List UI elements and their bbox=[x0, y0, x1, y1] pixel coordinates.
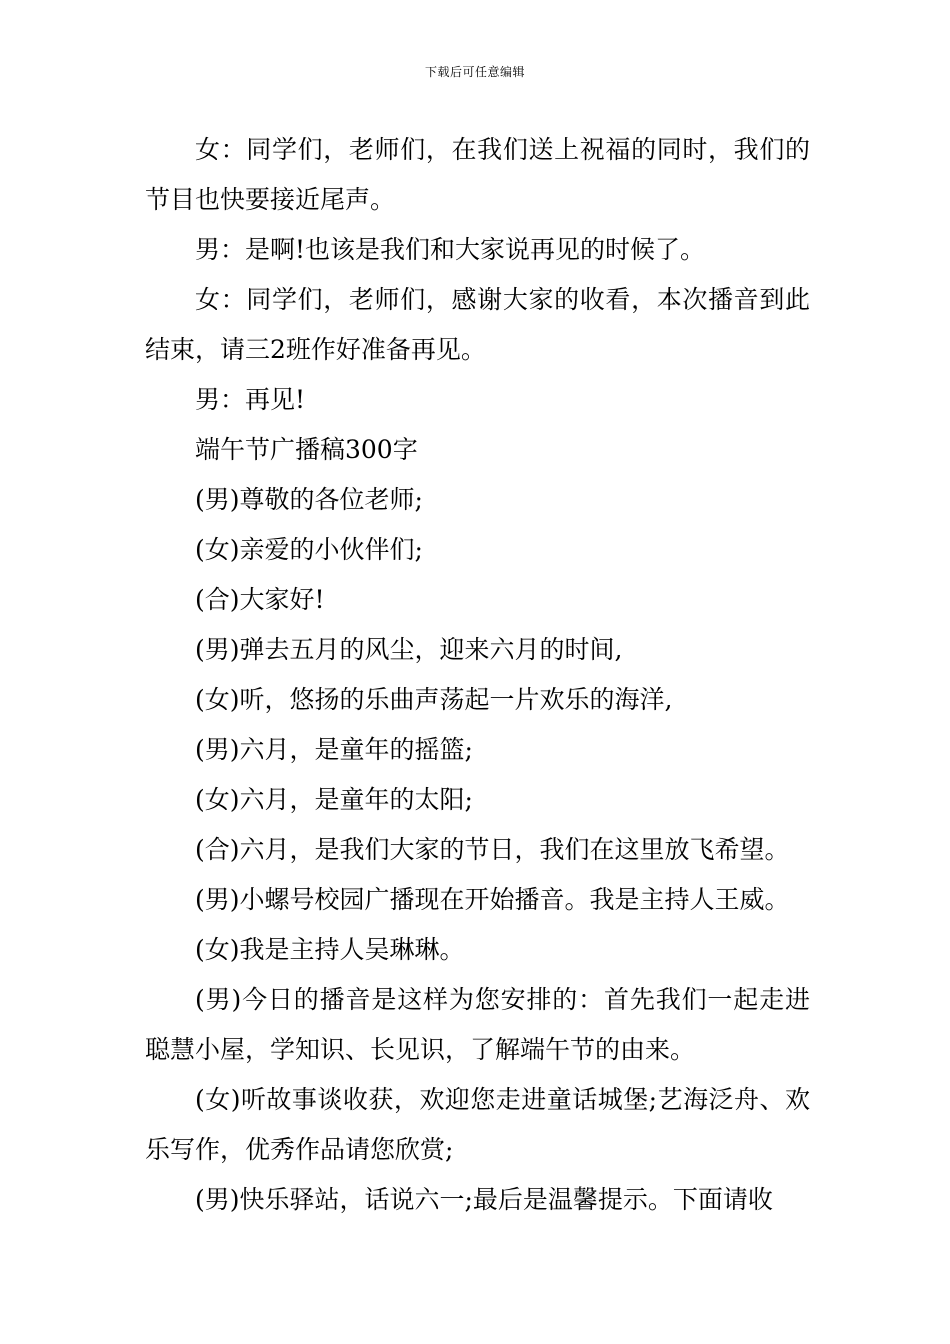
paragraph: 男：是啊!也该是我们和大家说再见的时候了。 bbox=[195, 235, 706, 264]
paragraph: (男)弹去五月的风尘，迎来六月的时间, bbox=[195, 635, 623, 664]
paragraph: (男)小螺号校园广播现在开始播音。我是主持人王威。 bbox=[195, 885, 790, 914]
paragraph: (女)六月，是童年的太阳; bbox=[195, 785, 473, 814]
page-header: 下载后可任意编辑 bbox=[424, 65, 525, 79]
paragraph: (男)快乐驿站，话说六一;最后是温馨提示。下面请收 bbox=[195, 1185, 773, 1214]
paragraph: (男)今日的播音是这样为您安排的：首先我们一起走进聪慧小屋，学知识、长见识，了解端午节的由来。 bbox=[145, 985, 810, 1064]
paragraph: (男)六月，是童年的摇篮; bbox=[195, 735, 473, 764]
paragraph: 男：再见! bbox=[195, 385, 306, 414]
paragraph: (女)亲爱的小伙伴们; bbox=[195, 535, 423, 564]
paragraph: (女)我是主持人吴琳琳。 bbox=[195, 935, 465, 964]
section-title: 端午节广播稿300字 bbox=[195, 435, 418, 464]
paragraph: 女：同学们，老师们，在我们送上祝福的同时，我们的节目也快要接近尾声。 bbox=[145, 135, 810, 214]
paragraph: 女：同学们，老师们，感谢大家的收看，本次播音到此结束，请三2班作好准备再见。 bbox=[145, 285, 810, 364]
paragraph: (合)六月，是我们大家的节日，我们在这里放飞希望。 bbox=[195, 835, 790, 864]
paragraph: (女)听故事谈收获，欢迎您走进童话城堡;艺海泛舟、欢乐写作，优秀作品请您欣赏; bbox=[145, 1085, 810, 1164]
document-body bbox=[145, 125, 810, 1225]
paragraph: (男)尊敬的各位老师; bbox=[195, 485, 423, 514]
paragraph: (合)大家好! bbox=[195, 585, 325, 614]
paragraph: (女)听，悠扬的乐曲声荡起一片欢乐的海洋, bbox=[195, 685, 673, 714]
